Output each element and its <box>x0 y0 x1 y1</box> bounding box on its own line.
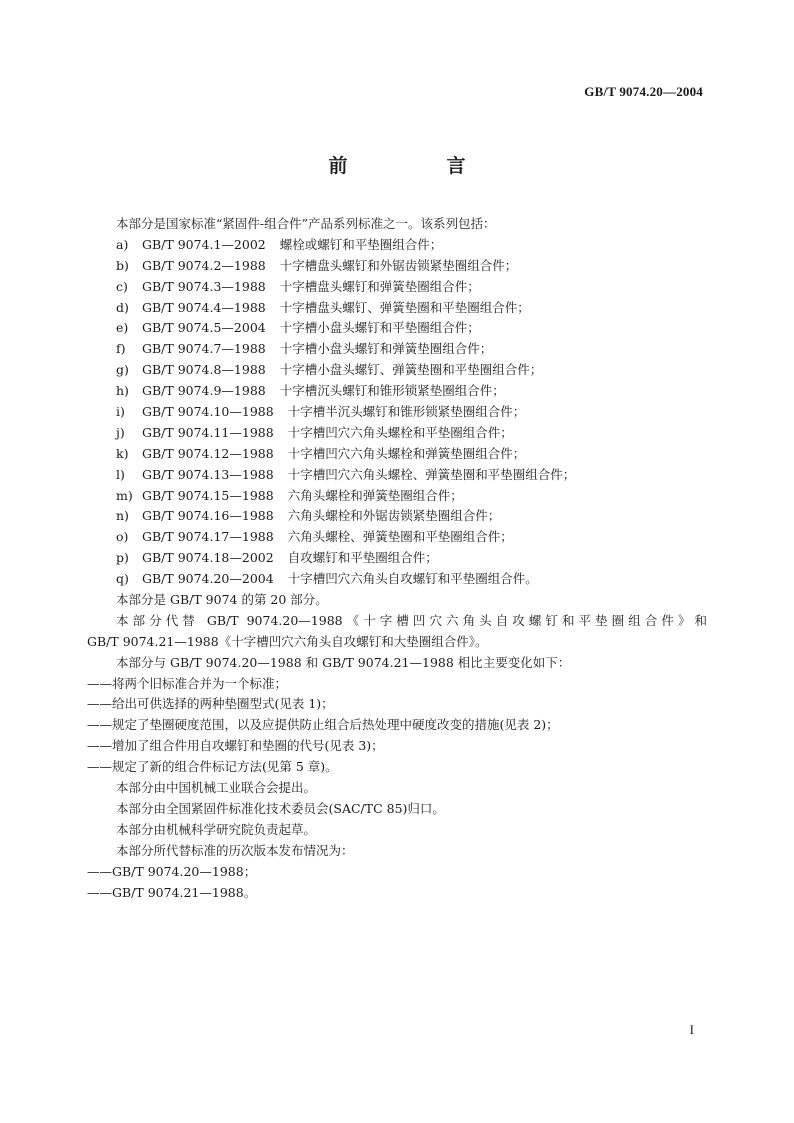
list-item <box>87 298 707 319</box>
list-item: ——规定了垫圈硬度范围，以及应提供防止组合后热处理中硬度改变的措施(见表 2)； <box>87 717 559 733</box>
list-item <box>87 318 707 339</box>
item-code: GB/T 9074.17—1988 <box>142 529 274 545</box>
standard-code: GB/T 9074.20—2004 <box>584 84 703 99</box>
item-name: 十字槽凹穴六角头螺栓和平垫圈组合件； <box>287 424 513 440</box>
item-name: 十字槽凹穴六角头螺栓、弹簧垫圈和平垫圈组合件； <box>287 466 576 482</box>
list-item <box>87 277 707 298</box>
history-intro: 本部分所代替标准的历次版本发布情况为： <box>116 842 354 858</box>
replace-paragraph-line1: 本部分代替 GB/T 9074.20—1988《十字槽凹穴六角头自攻螺钉和平垫圈组合件》和 <box>116 612 707 628</box>
item-name: 十字槽凹穴六角头自攻螺钉和平垫圈组合件。 <box>287 571 538 587</box>
item-label: f) <box>116 341 126 357</box>
item-label: b) <box>116 257 129 273</box>
list-item <box>87 235 707 256</box>
list-item <box>87 423 707 444</box>
item-label: q) <box>116 571 129 587</box>
item-label: p) <box>116 550 129 566</box>
item-label: c) <box>116 278 128 294</box>
item-code: GB/T 9074.16—1988 <box>142 508 274 524</box>
item-label: g) <box>116 362 129 378</box>
item-label: e) <box>116 320 129 336</box>
item-label: m) <box>116 487 133 503</box>
item-code: GB/T 9074.12—1988 <box>142 445 274 461</box>
list-item <box>87 506 707 527</box>
item-label: h) <box>116 383 129 399</box>
item-code: GB/T 9074.13—1988 <box>142 466 274 482</box>
item-name: 十字槽盘头螺钉、弹簧垫圈和平垫圈组合件； <box>279 299 530 315</box>
drafted-paragraph: 本部分由机械科学研究院负责起草。 <box>116 821 317 837</box>
list-item: ——规定了新的组合件标记方法(见第 5 章)。 <box>87 759 338 775</box>
list-item: ——增加了组合件用自攻螺钉和垫圈的代号(见表 3)； <box>87 738 384 754</box>
history-list <box>87 862 707 904</box>
item-code: GB/T 9074.15—1988 <box>142 487 274 503</box>
list-item <box>87 569 707 590</box>
intro-paragraph: 本部分是国家标准“紧固件-组合件”产品系列标准之一。该系列包括： <box>116 216 496 231</box>
item-code: GB/T 9074.9—1988 <box>142 383 266 399</box>
item-name: 十字槽半沉头螺钉和锥形锁紧垫圈组合件； <box>287 404 526 420</box>
page-title: 前 言 <box>328 155 506 177</box>
item-label: o) <box>116 529 129 545</box>
list-item: ——将两个旧标准合并为一个标准； <box>87 675 288 691</box>
list-item <box>87 444 707 465</box>
list-item <box>87 548 707 569</box>
item-label: l) <box>116 466 125 482</box>
list-item <box>87 527 707 548</box>
list-item: ——GB/T 9074.21—1988。 <box>87 884 257 900</box>
item-code: GB/T 9074.10—1988 <box>142 404 274 420</box>
item-name: 螺栓或螺钉和平垫圈组合件； <box>279 236 443 252</box>
item-name: 六角头螺栓、弹簧垫圈和平垫圈组合件； <box>287 529 513 545</box>
changes-intro: 本部分与 GB/T 9074.20—1988 和 GB/T 9074.21—1988 相比主要变化如下： <box>116 654 571 670</box>
item-name: 十字槽盘头螺钉和弹簧垫圈组合件； <box>279 278 480 294</box>
list-item: ——GB/T 9074.20—1988； <box>87 863 257 879</box>
centralized-paragraph: 本部分由全国紧固件标准化技术委员会(SAC/TC 85)归口。 <box>116 800 445 816</box>
list-item <box>87 486 707 507</box>
item-code: GB/T 9074.11—1988 <box>142 424 274 440</box>
item-label: n) <box>116 508 129 524</box>
item-name: 十字槽小盘头螺钉和弹簧垫圈组合件； <box>279 341 493 357</box>
changes-list <box>87 674 707 778</box>
item-name: 十字槽盘头螺钉和外锯齿锁紧垫圈组合件； <box>279 257 518 273</box>
foreword-body <box>87 214 707 903</box>
item-label: j) <box>116 424 125 440</box>
item-code: GB/T 9074.18—2002 <box>142 550 274 566</box>
item-name: 十字槽凹穴六角头螺栓和弹簧垫圈组合件； <box>287 445 526 461</box>
item-code: GB/T 9074.3—1988 <box>142 278 266 294</box>
list-item <box>87 381 707 402</box>
list-item <box>87 256 707 277</box>
list-item <box>87 360 707 381</box>
item-code: GB/T 9074.1—2002 <box>142 236 266 252</box>
item-label: i) <box>116 404 125 420</box>
item-name: 十字槽小盘头螺钉、弹簧垫圈和平垫圈组合件； <box>279 362 543 378</box>
item-name: 十字槽小盘头螺钉和平垫圈组合件； <box>279 320 480 336</box>
item-code: GB/T 9074.20—2004 <box>142 571 274 587</box>
item-code: GB/T 9074.2—1988 <box>142 257 266 273</box>
item-code: GB/T 9074.5—2004 <box>142 320 266 336</box>
page-number: I <box>689 1022 694 1037</box>
replace-paragraph-line2: GB/T 9074.21—1988《十字槽凹穴六角头自攻螺钉和大垫圈组合件》。 <box>87 633 488 649</box>
item-label: a) <box>116 236 129 252</box>
list-item: ——给出可供选择的两种垫圈型式(见表 1)； <box>87 696 334 712</box>
item-name: 自攻螺钉和平垫圈组合件； <box>287 550 438 566</box>
item-code: GB/T 9074.8—1988 <box>142 362 266 378</box>
list-item <box>87 465 707 486</box>
item-label: k) <box>116 445 129 461</box>
item-code: GB/T 9074.4—1988 <box>142 299 266 315</box>
list-item <box>87 402 707 423</box>
proposed-paragraph: 本部分由中国机械工业联合会提出。 <box>116 780 317 796</box>
item-code: GB/T 9074.7—1988 <box>142 341 266 357</box>
list-item <box>87 339 707 360</box>
item-name: 六角头螺栓和外锯齿锁紧垫圈组合件； <box>287 508 501 524</box>
part-of-paragraph: 本部分是 GB/T 9074 的第 20 部分。 <box>116 592 328 608</box>
series-list <box>87 235 707 590</box>
item-name: 十字槽沉头螺钉和锥形锁紧垫圈组合件； <box>279 383 505 399</box>
item-name: 六角头螺栓和弹簧垫圈组合件； <box>287 487 463 503</box>
item-label: d) <box>116 299 129 315</box>
